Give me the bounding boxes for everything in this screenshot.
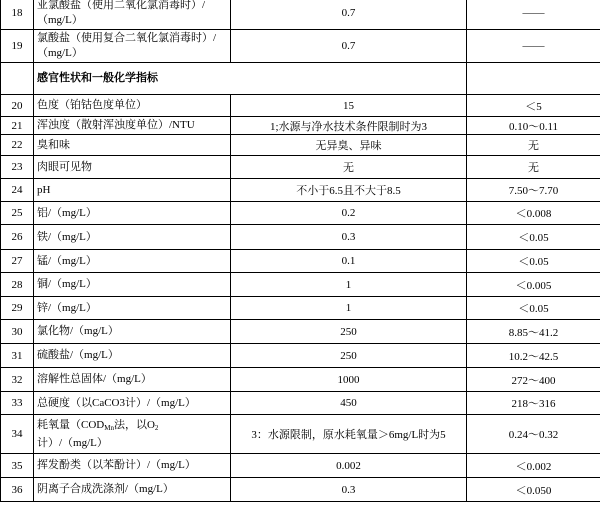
table-row	[1, 30, 600, 63]
section-header-row	[1, 63, 600, 95]
row-number: 36	[1, 478, 34, 502]
indicator-name: pH	[34, 179, 231, 202]
row-number: 18	[1, 0, 34, 30]
table-row	[1, 225, 600, 250]
table-cell-number	[1, 63, 34, 95]
indicator-name: 溶解性总固体/（mg/L）	[34, 368, 231, 392]
table-row	[1, 202, 600, 225]
table-cell-measured	[467, 63, 600, 95]
row-number: 30	[1, 320, 34, 344]
indicator-name: 锌/（mg/L）	[34, 297, 231, 320]
row-number: 34	[1, 415, 34, 454]
indicator-name: 氯化物/（mg/L）	[34, 320, 231, 344]
table-row	[1, 415, 600, 454]
indicator-name: 浑浊度（散射浑浊度单位）/NTU	[34, 117, 231, 135]
row-number: 27	[1, 250, 34, 273]
indicator-name: 铝/（mg/L）	[34, 202, 231, 225]
measured-value: ——	[467, 30, 600, 63]
indicator-name: 臭和味	[34, 135, 231, 156]
limit-value: 1000	[231, 368, 467, 392]
indicator-name: 锰/（mg/L）	[34, 250, 231, 273]
table-row	[1, 95, 600, 117]
measured-value: ＜0.05	[467, 250, 600, 273]
limit-value: 1;水源与净水技术条件限制时为3	[231, 117, 467, 135]
row-number: 29	[1, 297, 34, 320]
row-number: 28	[1, 273, 34, 297]
name-text: 耗氧量（COD	[37, 418, 105, 431]
indicator-name: 阴离子合成洗涤剂/（mg/L）	[34, 478, 231, 502]
measured-value: 218～316	[467, 392, 600, 415]
indicator-name: 肉眼可见物	[34, 156, 231, 179]
table-row	[1, 179, 600, 202]
subscript-text: Mn	[104, 423, 114, 432]
table-row	[1, 0, 600, 30]
section-title: 感官性状和一般化学指标	[34, 63, 467, 95]
measured-value: 0.10～0.11	[467, 117, 600, 135]
row-number: 21	[1, 117, 34, 135]
limit-value: 1	[231, 273, 467, 297]
measured-value: ＜0.005	[467, 273, 600, 297]
row-number: 24	[1, 179, 34, 202]
indicator-name: 铜/（mg/L）	[34, 273, 231, 297]
measured-value: 无	[467, 135, 600, 156]
measured-value: 7.50～7.70	[467, 179, 600, 202]
limit-value: 0.1	[231, 250, 467, 273]
measured-value: ＜0.008	[467, 202, 600, 225]
limit-value: 1	[231, 297, 467, 320]
name-text: 法，以O	[113, 418, 155, 431]
indicator-name: 氯酸盐（使用复合二氧化氯消毒时）/（mg/L）	[34, 30, 231, 63]
indicator-name: 铁/（mg/L）	[34, 225, 231, 250]
limit-value: 0.7	[231, 30, 467, 63]
measured-value: ＜0.050	[467, 478, 600, 502]
row-number: 22	[1, 135, 34, 156]
measured-value: 272～400	[467, 368, 600, 392]
indicator-name: 亚氯酸盐（使用二氧化氯消毒时）/（mg/L）	[34, 0, 231, 30]
row-number: 35	[1, 454, 34, 478]
table-row	[1, 368, 600, 392]
measured-value: ＜5	[467, 95, 600, 117]
table-row	[1, 250, 600, 273]
limit-value: 0.002	[231, 454, 467, 478]
limit-value: 450	[231, 392, 467, 415]
limit-value: 0.7	[231, 0, 467, 30]
measured-value: ＜0.05	[467, 297, 600, 320]
limit-value: 不小于6.5且不大于8.5	[231, 179, 467, 202]
table-row	[1, 117, 600, 135]
row-number: 20	[1, 95, 34, 117]
measured-value: ＜0.05	[467, 225, 600, 250]
row-number: 19	[1, 30, 34, 63]
table-row	[1, 392, 600, 415]
row-number: 23	[1, 156, 34, 179]
indicator-name	[34, 415, 231, 454]
table-row	[1, 135, 600, 156]
measured-value: ——	[467, 0, 600, 30]
indicator-name: 挥发酚类（以苯酚计）/（mg/L）	[34, 454, 231, 478]
limit-value: 0.3	[231, 225, 467, 250]
table-row	[1, 454, 600, 478]
table-body	[1, 0, 600, 502]
limit-value: 0.3	[231, 478, 467, 502]
table-row	[1, 297, 600, 320]
indicator-name: 色度（铂钴色度单位）	[34, 95, 231, 117]
indicator-name: 硫酸盐/（mg/L）	[34, 344, 231, 368]
table-row	[1, 320, 600, 344]
limit-value: 3：水源限制，原水耗氧量＞6mg/L时为5	[231, 415, 467, 454]
row-number: 32	[1, 368, 34, 392]
row-number: 26	[1, 225, 34, 250]
limit-value: 0.2	[231, 202, 467, 225]
limit-value: 250	[231, 320, 467, 344]
table-row	[1, 156, 600, 179]
table-row	[1, 478, 600, 502]
limit-value: 15	[231, 95, 467, 117]
subscript-text: 2	[154, 423, 159, 432]
row-number: 25	[1, 202, 34, 225]
row-number: 31	[1, 344, 34, 368]
measured-value: 0.24～0.32	[467, 415, 600, 454]
measured-value: 无	[467, 156, 600, 179]
name-text: 计）/（mg/L）	[37, 436, 108, 449]
limit-value: 无	[231, 156, 467, 179]
indicator-name: 总硬度（以CaCO3计）/（mg/L）	[34, 392, 231, 415]
table-row	[1, 344, 600, 368]
limit-value: 250	[231, 344, 467, 368]
row-number: 33	[1, 392, 34, 415]
measured-value: 8.85～41.2	[467, 320, 600, 344]
limit-value: 无异臭、异味	[231, 135, 467, 156]
measured-value: ＜0.002	[467, 454, 600, 478]
measured-value: 10.2～42.5	[467, 344, 600, 368]
table-row	[1, 273, 600, 297]
